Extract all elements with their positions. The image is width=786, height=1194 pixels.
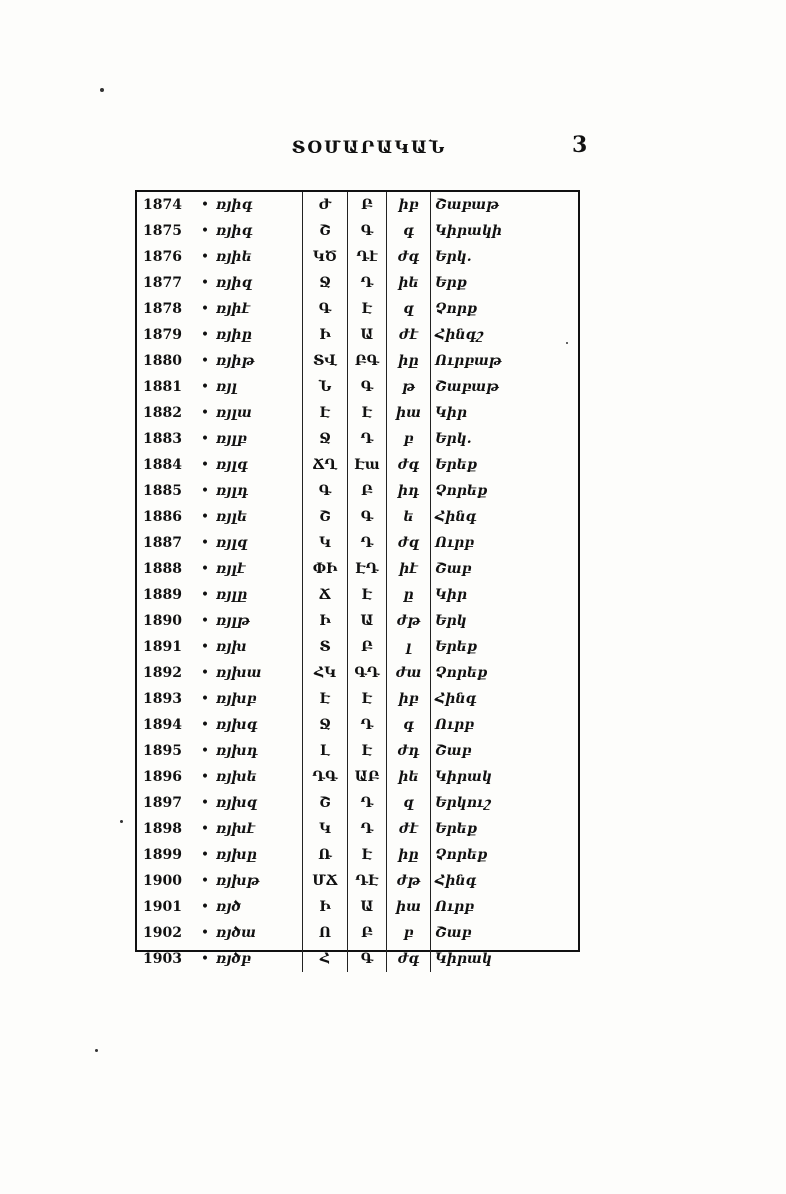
column-b-cell: Բ <box>348 634 387 660</box>
table-row <box>137 322 578 348</box>
column-c-cell: ժգ <box>387 452 431 478</box>
column-a-cell: Շ <box>303 218 348 244</box>
weekday-cell: Չորք <box>435 301 478 317</box>
bullet-cell: • <box>200 665 210 681</box>
bullet-cell: • <box>200 379 210 395</box>
weekday-cell: Երեք <box>435 821 478 837</box>
column-b-cell: Ա <box>348 608 387 634</box>
table-row <box>137 738 578 764</box>
column-b-cell: Ա <box>348 894 387 920</box>
table-row <box>137 660 578 686</box>
year-cell: 1895 <box>143 743 182 759</box>
bullet-cell: • <box>200 301 210 317</box>
armenian-year-cell: ռյխզ <box>212 790 303 816</box>
weekday-cell: Երկուշ <box>435 795 491 811</box>
column-b-cell: ԳԴ <box>348 660 387 686</box>
armenian-year-cell: ռյլէ <box>212 556 303 582</box>
weekday-cell: Կիր <box>435 405 468 421</box>
calendar-table <box>137 192 578 972</box>
weekday-cell: Շաբ <box>435 743 472 759</box>
armenian-year-cell: ռյլզ <box>212 530 303 556</box>
weekday-cell: Ուրբաթ <box>435 353 502 369</box>
print-speck <box>566 342 568 344</box>
weekday-cell: Չորեք <box>435 483 488 499</box>
year-cell: 1902 <box>143 925 182 941</box>
column-a-cell: Ժ <box>303 192 348 218</box>
armenian-year-cell: ռյլթ <box>212 608 303 634</box>
column-a-cell: Ճ <box>303 582 348 608</box>
column-b-cell: Գ <box>348 374 387 400</box>
armenian-year-cell: ռյիգ <box>212 218 303 244</box>
weekday-cell: Շաբ <box>435 561 472 577</box>
calendar-table-frame <box>135 190 580 967</box>
table-row <box>137 686 578 712</box>
weekday-cell: Երք <box>435 275 467 291</box>
weekday-cell: Երեք <box>435 639 478 655</box>
weekday-cell: Չորեք <box>435 665 488 681</box>
year-cell: 1875 <box>143 223 182 239</box>
bullet-cell: • <box>200 249 210 265</box>
table-row <box>137 400 578 426</box>
weekday-cell: Երկ. <box>435 431 472 447</box>
page-title: ՏՕՄԱՐԱԿԱՆ <box>291 138 447 158</box>
print-speck <box>120 820 123 823</box>
bullet-cell: • <box>200 743 210 759</box>
bullet-cell: • <box>200 821 210 837</box>
bullet-cell: • <box>200 795 210 811</box>
column-c-cell: զ <box>387 790 431 816</box>
year-cell: 1883 <box>143 431 182 447</box>
bullet-cell: • <box>200 951 210 967</box>
column-c-cell: բ <box>387 920 431 946</box>
bullet-cell: • <box>200 457 210 473</box>
table-row <box>137 790 578 816</box>
column-c-cell: իէ <box>387 556 431 582</box>
bullet-cell: • <box>200 431 210 447</box>
column-c-cell: ժգ <box>387 244 431 270</box>
armenian-year-cell: ռյլ <box>212 374 303 400</box>
table-row <box>137 946 578 972</box>
year-cell: 1882 <box>143 405 182 421</box>
column-b-cell: ԴԷ <box>348 868 387 894</box>
table-row <box>137 530 578 556</box>
column-a-cell: ՓԻ <box>303 556 348 582</box>
column-a-cell: Ի <box>303 608 348 634</box>
bullet-cell: • <box>200 223 210 239</box>
column-b-cell: Է <box>348 582 387 608</box>
armenian-year-cell: ռյծ <box>212 894 303 920</box>
armenian-year-cell: ռյխթ <box>212 868 303 894</box>
column-b-cell: Է <box>348 296 387 322</box>
armenian-year-cell: ռյիը <box>212 322 303 348</box>
print-speck <box>95 1049 98 1052</box>
armenian-year-cell: ռյխդ <box>212 738 303 764</box>
weekday-cell: Երեք <box>435 457 478 473</box>
column-c-cell: ը <box>387 582 431 608</box>
column-a-cell: Ջ <box>303 712 348 738</box>
year-cell: 1892 <box>143 665 182 681</box>
column-c-cell: գ <box>387 712 431 738</box>
weekday-cell: Ուրբ <box>435 717 474 733</box>
column-b-cell: ԷԴ <box>348 556 387 582</box>
weekday-cell: Հինգշ <box>435 327 484 343</box>
table-row <box>137 192 578 218</box>
armenian-year-cell: ռյխբ <box>212 686 303 712</box>
weekday-cell: Չորեք <box>435 847 488 863</box>
column-c-cell: ժզ <box>387 530 431 556</box>
table-row <box>137 816 578 842</box>
column-b-cell: Ա <box>348 322 387 348</box>
armenian-year-cell: ռյլա <box>212 400 303 426</box>
armenian-year-cell: ռյխա <box>212 660 303 686</box>
column-c-cell: իը <box>387 842 431 868</box>
weekday-cell: Հինգ <box>435 509 477 525</box>
armenian-year-cell: ռյլը <box>212 582 303 608</box>
bullet-cell: • <box>200 899 210 915</box>
table-row <box>137 296 578 322</box>
column-a-cell: Ջ <box>303 426 348 452</box>
weekday-cell: Երկ. <box>435 249 472 265</box>
table-row <box>137 556 578 582</box>
calendar-table-body <box>137 192 578 972</box>
bullet-cell: • <box>200 353 210 369</box>
column-b-cell: Դէ <box>348 244 387 270</box>
year-cell: 1884 <box>143 457 182 473</box>
column-b-cell: Է <box>348 686 387 712</box>
bullet-cell: • <box>200 639 210 655</box>
armenian-year-cell: ռյլբ <box>212 426 303 452</box>
armenian-year-cell: ռյլե <box>212 504 303 530</box>
column-a-cell: Է <box>303 686 348 712</box>
column-a-cell: Հ <box>303 946 348 972</box>
table-row <box>137 894 578 920</box>
column-b-cell: Դ <box>348 712 387 738</box>
armenian-year-cell: ռյլդ <box>212 478 303 504</box>
table-row <box>137 868 578 894</box>
column-a-cell: Ռ <box>303 842 348 868</box>
year-cell: 1889 <box>143 587 182 603</box>
armenian-year-cell: ռյծա <box>212 920 303 946</box>
armenian-year-cell: ռյիզ <box>212 270 303 296</box>
table-row <box>137 712 578 738</box>
table-row <box>137 374 578 400</box>
bullet-cell: • <box>200 717 210 733</box>
year-cell: 1878 <box>143 301 182 317</box>
year-cell: 1880 <box>143 353 182 369</box>
year-cell: 1893 <box>143 691 182 707</box>
year-cell: 1874 <box>143 197 182 213</box>
column-c-cell: իբ <box>387 686 431 712</box>
table-row <box>137 842 578 868</box>
bullet-cell: • <box>200 483 210 499</box>
column-a-cell: ՃՂ <box>303 452 348 478</box>
armenian-year-cell: ռյխը <box>212 842 303 868</box>
column-b-cell: Բ <box>348 920 387 946</box>
weekday-cell: Կիրակ <box>435 951 492 967</box>
bullet-cell: • <box>200 405 210 421</box>
armenian-year-cell: ռյխէ <box>212 816 303 842</box>
year-cell: 1903 <box>143 951 182 967</box>
bullet-cell: • <box>200 691 210 707</box>
column-a-cell: Ն <box>303 374 348 400</box>
column-a-cell: Ջ <box>303 270 348 296</box>
column-a-cell: Տ <box>303 634 348 660</box>
bullet-cell: • <box>200 873 210 889</box>
column-c-cell: իա <box>387 400 431 426</box>
column-a-cell: Կ <box>303 530 348 556</box>
column-c-cell: ե <box>387 504 431 530</box>
column-c-cell: ժէ <box>387 322 431 348</box>
column-c-cell: բ <box>387 426 431 452</box>
column-b-cell: Դ <box>348 270 387 296</box>
year-cell: 1885 <box>143 483 182 499</box>
column-a-cell: ՏՎ <box>303 348 348 374</box>
year-cell: 1887 <box>143 535 182 551</box>
column-b-cell: Գ <box>348 504 387 530</box>
column-c-cell: ժթ <box>387 868 431 894</box>
column-c-cell: իդ <box>387 478 431 504</box>
armenian-year-cell: ռյխգ <box>212 712 303 738</box>
column-b-cell: Բ <box>348 478 387 504</box>
weekday-cell: Կիրակի <box>435 223 503 239</box>
column-c-cell: իը <box>387 348 431 374</box>
bullet-cell: • <box>200 535 210 551</box>
column-b-cell: Է <box>348 842 387 868</box>
column-a-cell: Շ <box>303 790 348 816</box>
bullet-cell: • <box>200 275 210 291</box>
year-cell: 1877 <box>143 275 182 291</box>
column-a-cell: Կ <box>303 816 348 842</box>
weekday-cell: Շաբաթ <box>435 379 499 395</box>
year-cell: 1897 <box>143 795 182 811</box>
year-cell: 1888 <box>143 561 182 577</box>
bullet-cell: • <box>200 561 210 577</box>
column-b-cell: Դ <box>348 790 387 816</box>
year-cell: 1899 <box>143 847 182 863</box>
weekday-cell: Կիր <box>435 587 468 603</box>
column-b-cell: ԱԲ <box>348 764 387 790</box>
column-c-cell: թ <box>387 374 431 400</box>
column-a-cell: ՄՃ <box>303 868 348 894</box>
armenian-year-cell: ռյիե <box>212 244 303 270</box>
year-cell: 1879 <box>143 327 182 343</box>
table-row <box>137 764 578 790</box>
table-row <box>137 348 578 374</box>
bullet-cell: • <box>200 613 210 629</box>
table-row <box>137 426 578 452</box>
page-number: 3 <box>572 132 588 158</box>
weekday-cell: Երկ <box>435 613 467 629</box>
table-row <box>137 452 578 478</box>
weekday-cell: Հինգ <box>435 691 477 707</box>
column-c-cell: ժէ <box>387 816 431 842</box>
column-c-cell: զ <box>387 296 431 322</box>
column-a-cell: Ի <box>303 322 348 348</box>
year-cell: 1891 <box>143 639 182 655</box>
weekday-cell: Ուրբ <box>435 899 474 915</box>
bullet-cell: • <box>200 327 210 343</box>
column-a-cell: Գ <box>303 478 348 504</box>
column-a-cell: Շ <box>303 504 348 530</box>
column-c-cell: իա <box>387 894 431 920</box>
table-row <box>137 218 578 244</box>
weekday-cell: Շաբաթ <box>435 197 499 213</box>
bullet-cell: • <box>200 847 210 863</box>
year-cell: 1896 <box>143 769 182 785</box>
year-cell: 1876 <box>143 249 182 265</box>
year-cell: 1901 <box>143 899 182 915</box>
year-cell: 1900 <box>143 873 182 889</box>
weekday-cell: Կիրակ <box>435 769 492 785</box>
armenian-year-cell: ռյծբ <box>212 946 303 972</box>
armenian-year-cell: ռյլգ <box>212 452 303 478</box>
column-a-cell: ԴԳ <box>303 764 348 790</box>
column-c-cell: իե <box>387 270 431 296</box>
bullet-cell: • <box>200 925 210 941</box>
table-row <box>137 244 578 270</box>
armenian-year-cell: ռյխ <box>212 634 303 660</box>
table-row <box>137 920 578 946</box>
column-a-cell: Լ <box>303 738 348 764</box>
column-c-cell: լ <box>387 634 431 660</box>
table-row <box>137 504 578 530</box>
table-row <box>137 608 578 634</box>
column-a-cell: Գ <box>303 296 348 322</box>
bullet-cell: • <box>200 509 210 525</box>
column-c-cell: իբ <box>387 192 431 218</box>
table-row <box>137 478 578 504</box>
column-a-cell: ՀԿ <box>303 660 348 686</box>
column-c-cell: ժա <box>387 660 431 686</box>
table-row <box>137 270 578 296</box>
column-c-cell: իե <box>387 764 431 790</box>
column-b-cell: Դ <box>348 816 387 842</box>
column-b-cell: Բ <box>348 192 387 218</box>
year-cell: 1894 <box>143 717 182 733</box>
weekday-cell: Հինգ <box>435 873 477 889</box>
armenian-year-cell: ռյխե <box>212 764 303 790</box>
year-cell: 1881 <box>143 379 182 395</box>
bullet-cell: • <box>200 769 210 785</box>
year-cell: 1898 <box>143 821 182 837</box>
column-a-cell: Ի <box>303 894 348 920</box>
column-b-cell: Է <box>348 738 387 764</box>
weekday-cell: Շաբ <box>435 925 472 941</box>
year-cell: 1890 <box>143 613 182 629</box>
bullet-cell: • <box>200 587 210 603</box>
column-b-cell: Գ <box>348 218 387 244</box>
column-c-cell: ժգ <box>387 946 431 972</box>
column-b-cell: Է <box>348 400 387 426</box>
armenian-year-cell: ռյիգ <box>212 192 303 218</box>
table-row <box>137 582 578 608</box>
year-cell: 1886 <box>143 509 182 525</box>
column-c-cell: ժդ <box>387 738 431 764</box>
column-b-cell: Գ <box>348 946 387 972</box>
column-b-cell: ԲԳ <box>348 348 387 374</box>
column-a-cell: ԿԾ <box>303 244 348 270</box>
armenian-year-cell: ռյիէ <box>212 296 303 322</box>
print-speck <box>100 88 104 92</box>
column-c-cell: գ <box>387 218 431 244</box>
weekday-cell: Ուրբ <box>435 535 474 551</box>
column-b-cell: Դ <box>348 426 387 452</box>
armenian-year-cell: ռյիթ <box>212 348 303 374</box>
column-a-cell: Է <box>303 400 348 426</box>
table-row <box>137 634 578 660</box>
column-c-cell: ժթ <box>387 608 431 634</box>
column-a-cell: Ո <box>303 920 348 946</box>
column-b-cell: Դ <box>348 530 387 556</box>
bullet-cell: • <box>200 197 210 213</box>
column-b-cell: Էա <box>348 452 387 478</box>
